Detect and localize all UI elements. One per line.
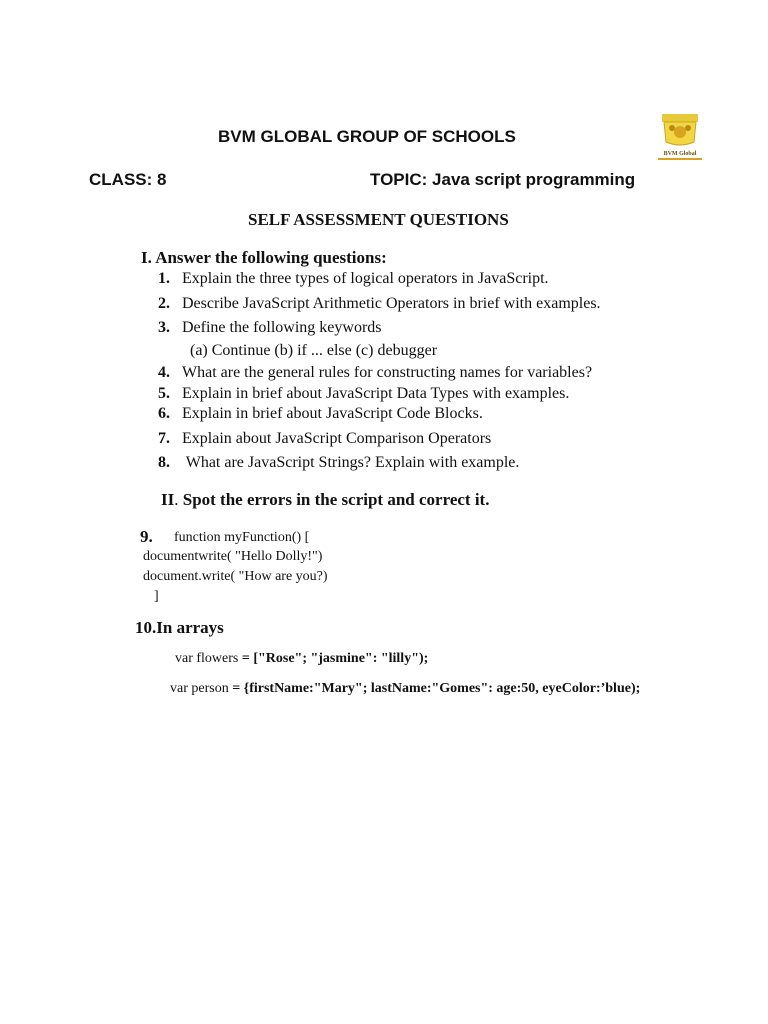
school-logo xyxy=(648,108,712,164)
question-3-options: (a) Continue (b) if ... else (c) debugger xyxy=(190,342,438,359)
section-2-heading: II. Spot the errors in the script and correct it. xyxy=(161,490,490,509)
svg-text:BVM Global: BVM Global xyxy=(663,151,697,157)
array-line-person: var person = {firstName:"Mary"; lastName:"Gomes": age:50, eyeColor:’blue); xyxy=(170,681,641,696)
section-1-numeral: I. xyxy=(141,248,152,267)
question-2: 2. Describe JavaScript Arithmetic Operators in brief with examples. xyxy=(158,295,601,312)
topic-name: Java script programming xyxy=(432,170,636,189)
question-9-number: 9. xyxy=(140,527,153,546)
section-1-title: Answer the following questions: xyxy=(155,248,387,267)
question-6: 6. Explain in brief about JavaScript Code Blocks. xyxy=(158,405,483,422)
array-line-flowers: var flowers = ["Rose"; "jasmine": "lilly"); xyxy=(175,651,429,666)
class-label: CLASS: 8 xyxy=(89,170,167,189)
section-2-title: Spot the errors in the script and correct it. xyxy=(182,490,490,509)
section-2-numeral: II xyxy=(161,490,175,509)
question-10-heading: 10.In arrays xyxy=(135,618,224,637)
code-line-3: document.write( "How are you?) xyxy=(143,569,328,584)
question-3: 3. Define the following keywords xyxy=(158,319,382,336)
school-name: BVM GLOBAL GROUP OF SCHOOLS xyxy=(218,127,516,146)
question-7: 7. Explain about JavaScript Comparison Operators xyxy=(158,430,492,447)
code-line-2: documentwrite( "Hello Dolly!") xyxy=(143,549,323,564)
question-1: 1. Explain the three types of logical operators in JavaScript. xyxy=(158,270,549,287)
question-8: 8. What are JavaScript Strings? Explain with example. xyxy=(158,454,520,471)
page-title: SELF ASSESSMENT QUESTIONS xyxy=(248,210,509,229)
topic-heading xyxy=(370,170,635,190)
section-1-heading xyxy=(141,248,387,268)
question-5: 5. Explain in brief about JavaScript Data Types with examples. xyxy=(158,385,570,402)
topic-label: TOPIC: xyxy=(370,170,428,189)
code-line-1: function myFunction() [ xyxy=(174,530,310,545)
code-line-4: ] xyxy=(154,589,159,604)
question-4: 4. What are the general rules for constructing names for variables? xyxy=(158,364,593,381)
